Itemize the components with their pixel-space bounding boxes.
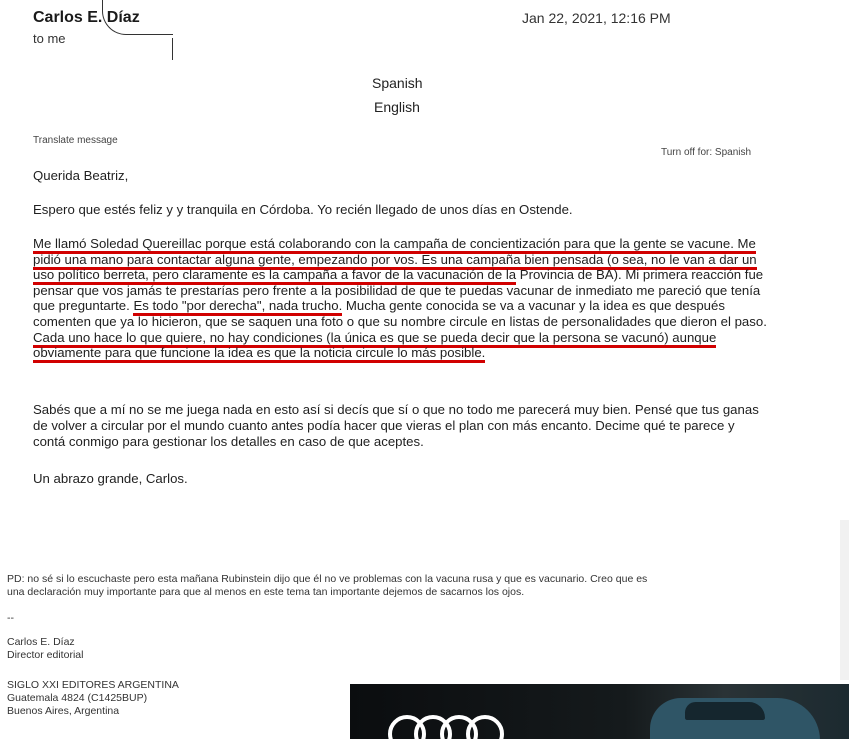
greeting: Querida Beatriz,	[33, 168, 129, 183]
highlighted-text: Es todo "por derecha", nada trucho.	[133, 298, 342, 316]
paragraph-3: Sabés que a mí no se me juega nada en esto así si decís que sí o que no todo me parecerá muy bien. Pensé que tus ganas de volver a circular por el mundo cuanto antes podía hacer que vieras el plan con más encanto. Decime qué te parece y contá conmigo para gestionar los detalles en caso de que aceptes.	[33, 402, 759, 449]
company-address-1: Guatemala 4824 (C1425BUP)	[7, 692, 148, 704]
paragraph-2-text: Provincia de BA). Mi primera reacción fue pensar que vos jamás te prestarías pero frente a la posibilidad de que te puedas vacunar de inmediato me pareció que tenía que preguntarte.	[33, 267, 764, 314]
car-advertisement[interactable]	[350, 684, 849, 739]
paragraph-2-text: Mucha gente conocida se va a vacunar y la idea es que después comenten que ya lo hicieron, que se saquen una foto o que su nombre circule en listas de personalidades que dieron el paso.	[33, 298, 767, 329]
language-option-english[interactable]: English	[374, 99, 420, 115]
highlighted-text: Cada uno hace lo que quiere, no hay condiciones (la única es que se pueda decir que la persona se vacunó) aunque obviamente para que funcione la idea es que la noticia circule lo más posible.	[33, 330, 716, 364]
paragraph-2	[33, 236, 768, 361]
company-name: SIGLO XXI EDITORES ARGENTINA	[7, 679, 179, 691]
closing: Un abrazo grande, Carlos.	[33, 471, 188, 486]
paragraph-1: Espero que estés feliz y y tranquila en Córdoba. Yo recién llegado de unos días en Ostende.	[33, 202, 573, 217]
postscript: PD: no sé si lo escuchaste pero esta mañana Rubinstein dijo que él no ve problemas con la vacuna rusa y que es vacunario. Creo que es una declaración muy importante para que al menos en este tema tan importante dejemos de sacarnos los ojos.	[7, 573, 648, 598]
car-window	[685, 702, 765, 720]
turn-off-translation-link[interactable]: Turn off for: Spanish	[661, 147, 752, 158]
sender-name: Carlos E. Díaz	[33, 9, 140, 26]
signature-dash: --	[7, 612, 14, 624]
recipient-label: to me	[33, 31, 66, 46]
sketch-stroke	[172, 38, 173, 60]
scan-edge	[840, 520, 849, 680]
language-option-spanish[interactable]: Spanish	[372, 75, 423, 91]
signature-name: Carlos E. Díaz	[7, 636, 75, 648]
translate-message-link[interactable]: Translate message	[33, 135, 118, 146]
highlighted-text: Me llamó Soledad Quereillac porque está colaborando con la campaña de concientización para que la gente se vacune. Me pidió una mano para contactar alguna gente, empezando por vos. Es una campaña bien pensada (o sea, no le van a dar un uso político berreta, pero claramente es la campaña a favor de la vacunación de la	[33, 236, 757, 285]
signature-title: Director editorial	[7, 649, 84, 661]
email-date: Jan 22, 2021, 12:16 PM	[522, 10, 671, 26]
company-address-2: Buenos Aires, Argentina	[7, 705, 120, 717]
four-rings-logo-icon	[385, 712, 525, 739]
